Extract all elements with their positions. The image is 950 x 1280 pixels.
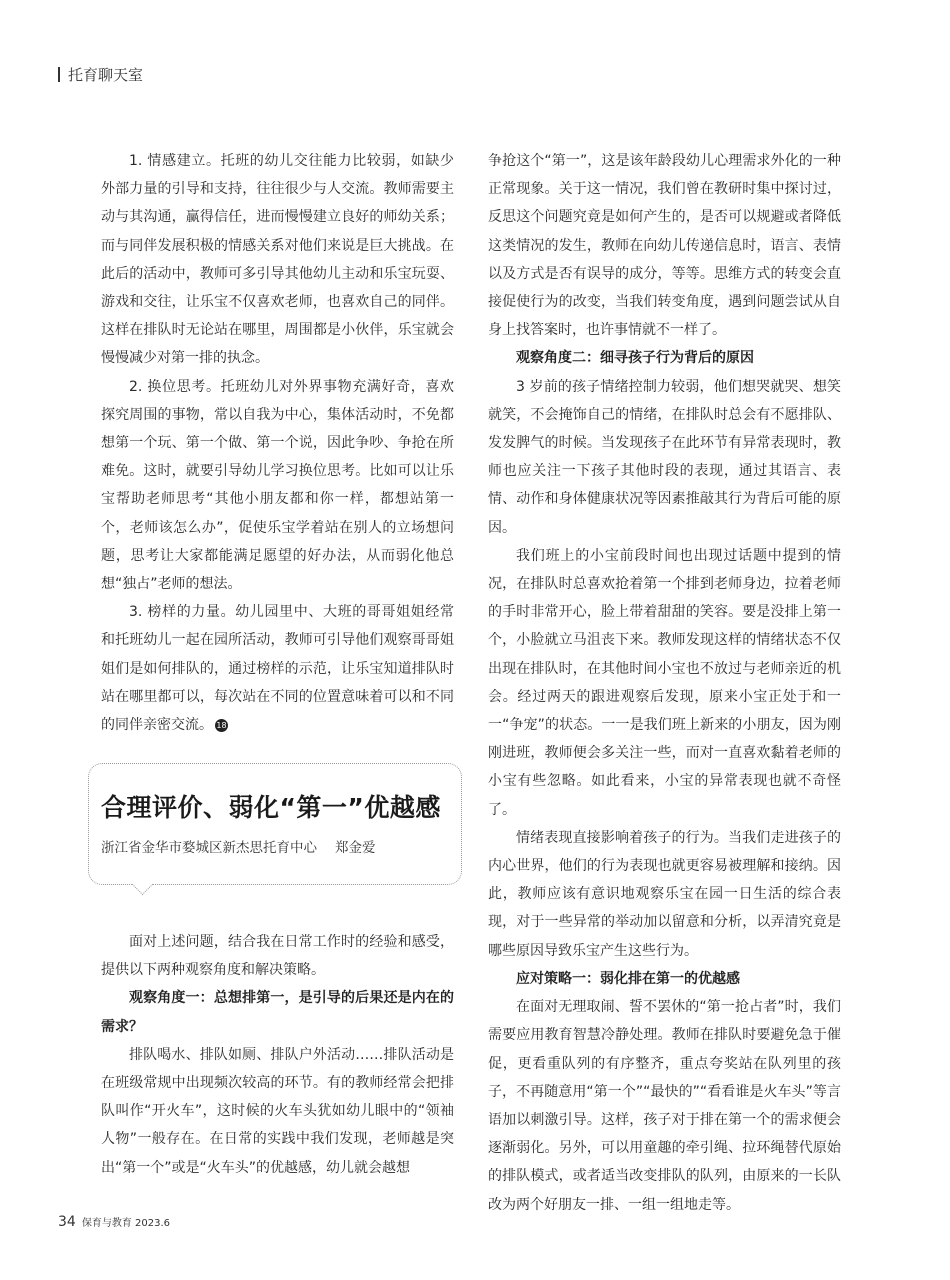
paragraph: 情绪表现直接影响着孩子的行为。当我们走进孩子的内心世界，他们的行为表现也就更容易被理解和接纳。因此，教师应该有意识地观察乐宝在园一日生活的综合表现，对于一些异常的举动加以留意和分析，以弄清究竟是哪些原因导致乐宝产生这些行为。 — [488, 829, 841, 959]
article-title-box — [88, 763, 462, 885]
end-mark-icon: 18 — [216, 720, 227, 730]
header-bar — [58, 67, 60, 82]
paragraph: 1. 情感建立。托班的幼儿交往能力比较弱，如缺少外部力量的引导和支持，往往很少与人交流。教师需要主动与其沟通，赢得信任，进而慢慢建立良好的师幼关系；而与同伴发展积极的情感关系对他们来说是巨大挑战。在此后的活动中，教师可多引导其他幼儿主动和乐宝玩耍、游戏和交往，让乐宝不仅喜欢老师，也喜欢自己的同伴。这样在排队时无论站在哪里，周围都是小伙伴，乐宝就会慢慢减少对第一排的执念。 — [101, 153, 454, 367]
left-column-bottom — [101, 928, 454, 1182]
article-byline — [101, 836, 376, 856]
paragraph: 在面对无理取闹、誓不罢休的“第一抢占者”时，我们需要应用教育智慧冷静处理。教师在排队时要避免急于催促，更看重队列的有序整齐，重点夸奖站在队列里的孩子，不再随意用“第一个”“最快的”“看看谁是火车头”等言语加以刺激引导。这样，孩子对于排在第一个的需求便会逐渐弱化。另外，可以用童趣的牵引绳、拉环绳替代原始的排队模式，或者适当改变排队的队列，由原来的一长队改为两个好朋友一排、一组一组地走等。 — [488, 999, 841, 1213]
paragraph: 面对上述问题，结合我在日常工作时的经验和感受，提供以下两种观察角度和解决策略。 — [101, 934, 454, 979]
paragraph: 我们班上的小宝前段时间也出现过话题中提到的情况，在排队时总喜欢抢着第一个排到老师身边，拉着老师的手时非常开心，脸上带着甜甜的笑容。要是没排上第一个，小脸就立马沮丧下来。教师发现这样的情绪状态不仅出现在排队时，在其他时间小宝也不放过与老师亲近的机会。经过两天的跟进观察后发现，原来小宝正处于和一一“争宠”的状态。一一是我们班上新来的小朋友，因为刚刚进班，教师便会多关注一些，而对一直喜欢黏着老师的小宝有些忽略。如此看来，小宝的异常表现也就不奇怪了。 — [488, 547, 841, 818]
article-title: 合理评价、弱化“第一”优越感 — [101, 793, 441, 822]
page-number: 34 — [58, 1214, 76, 1230]
right-column — [488, 147, 841, 1219]
magazine-issue: 保育与教育 2023.6 — [81, 1218, 170, 1229]
left-column-top — [101, 147, 454, 739]
subheading: 观察角度一：总想排第一，是引导的后果还是内在的需求？ — [101, 990, 454, 1035]
author-affiliation: 浙江省金华市婺城区新杰思托育中心 — [101, 840, 317, 856]
page-footer — [58, 1214, 170, 1230]
paragraph: 排队喝水、排队如厕、排队户外活动……排队活动是在班级常规中出现频次较高的环节。有的教师经常会把排队叫作“开火车”，这时候的火车头犹如幼儿眼中的“领袖人物”一般存在。在日常的实践中我们发现，老师越是突出“第一个”或是“火车头”的优越感，幼儿就会越想 — [101, 1046, 454, 1176]
author-name: 郑金爱 — [335, 840, 376, 856]
paragraph: 2. 换位思考。托班幼儿对外界事物充满好奇，喜欢探究周围的事物，常以自我为中心，集体活动时，不免都想第一个玩、第一个做、第一个说，因此争吵、争抢在所难免。这时，就要引导幼儿学习换位思考。比如可以让乐宝帮助老师思考“其他小朋友都和你一样，都想站第一个，老师该怎么办”，促使乐宝学着站在别人的立场想问题，思考让大家都能满足愿望的好办法，从而弱化他总想“独占”老师的想法。 — [101, 378, 454, 593]
subheading: 观察角度二：细寻孩子行为背后的原因 — [516, 350, 754, 367]
paragraph-text: 3. 榜样的力量。幼儿园里中、大班的哥哥姐姐经常和托班幼儿一起在园所活动，教师可引导他们观察哥哥姐姐们是如何排队的，通过榜样的示范，让乐宝知道排队时站在哪里都可以，每次站在不同的位置意味着可以和不同的同伴亲密交流。 — [101, 604, 454, 734]
section-title: 托育聊天室 — [68, 66, 144, 84]
section-header — [58, 64, 143, 85]
paragraph: 3 岁前的孩子情绪控制力较弱，他们想哭就哭、想笑就笑，不会掩饰自己的情绪，在排队时总会有不愿排队、发发脾气的时候。当发现孩子在此环节有异常表现时，教师也应关注一下孩子其他时段的表现，通过其语言、表情、动作和身体健康状况等因素推敲其行为背后可能的原因。 — [488, 378, 841, 536]
speech-bubble-tail — [132, 874, 153, 895]
paragraph: 争抢这个“第一”，这是该年龄段幼儿心理需求外化的一种正常现象。关于这一情况，我们曾在教研时集中探讨过，反思这个问题究竟是如何产生的，是否可以规避或者降低这类情况的发生，教师在向幼儿传递信息时，语言、表情以及方式是否有误导的成分，等等。思维方式的转变会直接促使行为的改变，当我们转变角度，遇到问题尝试从自身上找答案时，也许事情就不一样了。 — [488, 153, 841, 339]
subheading: 应对策略一：弱化排在第一的优越感 — [516, 970, 740, 987]
paragraph — [101, 598, 454, 739]
